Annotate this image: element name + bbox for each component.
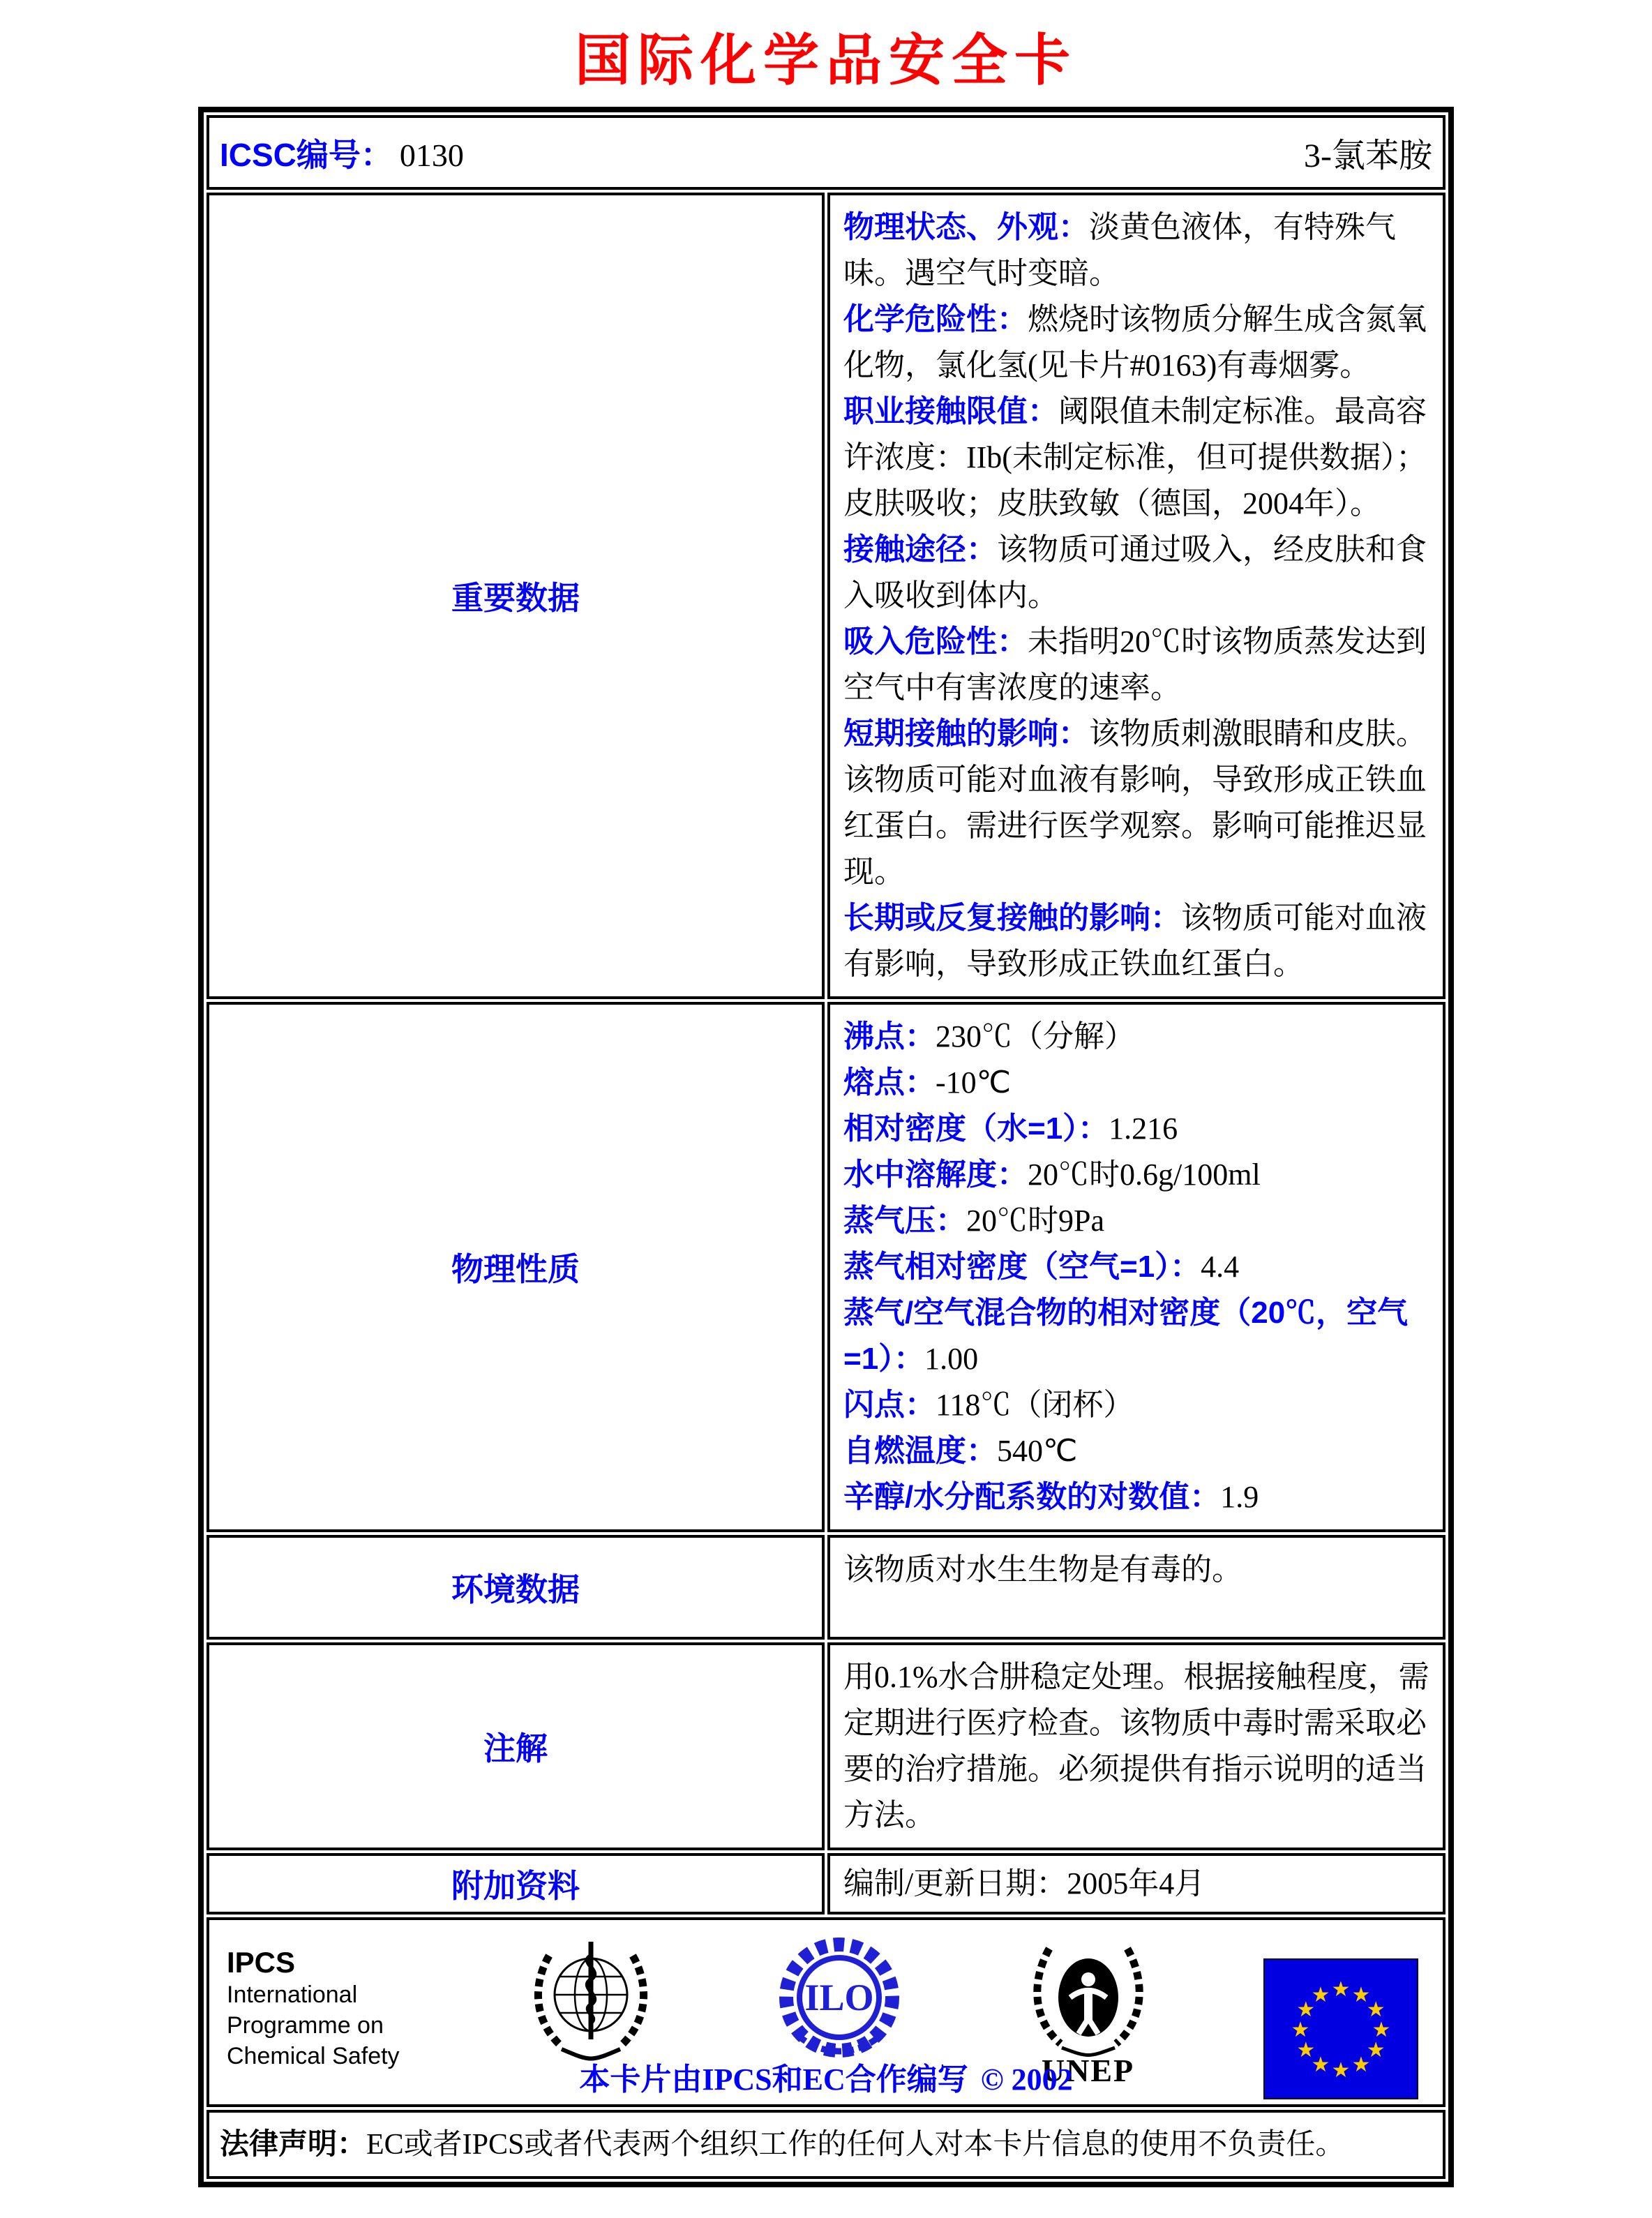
svg-text:★: ★ [1351,2053,1371,2078]
field-label: 蒸气压： [843,1204,966,1238]
svg-text:★: ★ [1372,2018,1391,2042]
field-label: 辛醇/水分配系数的对数值： [843,1480,1221,1514]
field-label: 接触途径： [843,532,997,567]
header-row [206,115,1446,190]
field-text: 1.9 [1220,1480,1259,1514]
field-text: 该物质可通过吸入，经皮肤和食入吸收到体内。 [843,532,1427,613]
field-exposure-routes [843,527,1429,619]
field-text: 阈限值未制定标准。最高容许浓度：IIb(未制定标准，但可提供数据）；皮肤吸收；皮肤致敏（德国，2004年）。 [843,394,1427,520]
field-melting-point [843,1060,1429,1106]
unep-logo-icon [1019,1931,1158,2060]
field-text: 该物质可能对血液有影响，导致形成正铁血红蛋白。 [843,901,1427,981]
ipcs-acronym: IPCS [227,1946,296,1979]
field-octanol-water [843,1474,1429,1520]
ipcs-text-block [227,1946,415,2071]
svg-text:★: ★ [1366,2038,1386,2062]
section-label-environment: 环境数据 [206,1535,825,1640]
ipcs-line-3: Chemical Safety [227,2043,400,2069]
cooperation-caption [209,2054,1443,2099]
additional-info-row [206,1853,1446,1914]
field-text: 1.00 [924,1342,979,1376]
field-text: 该物质刺激眼睛和皮肤。该物质可能对血液有影响，导致形成正铁血红蛋白。需进行医学观察。影响可能推迟显现。 [843,717,1427,889]
svg-text:★: ★ [1296,1998,1316,2022]
field-vapor-density [843,1244,1429,1290]
svg-text:★: ★ [1351,1982,1371,2007]
environment-text: 该物质对水生生物是有毒的。 [843,1552,1242,1587]
section-label-physical: 物理性质 [206,1002,825,1532]
ilo-logo-icon [766,1928,913,2074]
field-text: 20℃时0.6g/100ml [1028,1157,1261,1192]
field-label: 自燃温度： [843,1434,997,1468]
ilo-logo-text: ILO [804,1977,874,2018]
page-title: 国际化学品安全卡 [575,27,1077,93]
field-text: 未指明20℃时该物质蒸发达到空气中有害浓度的速率。 [843,624,1427,705]
field-inhalation-risk [843,619,1429,711]
environmental-data-content [831,1538,1442,1601]
ipcs-line-1: International [227,1981,358,2008]
notes-content [831,1646,1442,1847]
environmental-data-row [206,1535,1446,1640]
field-label: 闪点： [843,1388,936,1422]
section-label-additional: 附加资料 [206,1853,825,1914]
field-label: 化学危险性： [843,302,1028,336]
svg-text:★: ★ [1296,2038,1316,2062]
chemical-name: 3-氯苯胺 [1304,137,1432,174]
field-text: 20℃时9Pa [966,1204,1104,1238]
field-short-term-effects [843,711,1429,895]
field-text: 230℃（分解） [936,1019,1135,1054]
icsc-number-label: ICSC编号： [220,136,393,173]
svg-text:★: ★ [1331,1977,1351,2002]
field-label: 短期接触的影响： [843,717,1089,751]
field-boiling-point [843,1014,1429,1060]
svg-text:★: ★ [1311,1982,1330,2007]
field-text: 118℃（闭杯） [936,1388,1134,1422]
important-data-row [206,193,1446,999]
field-label: 相对密度（水=1）： [843,1111,1109,1146]
who-logo-icon [521,1929,661,2072]
field-text: 540℃ [997,1434,1078,1468]
field-label: 蒸气/空气混合物的相对密度（20℃，空气=1）： [843,1296,1409,1376]
field-text: 燃烧时该物质分解生成含氮氧化物，氯化氢(见卡片#0163)有毒烟雾。 [843,302,1427,382]
field-water-solubility [843,1152,1429,1198]
additional-info-content [831,1857,1442,1911]
field-text: -10℃ [936,1065,1012,1100]
field-physical-state [843,204,1429,297]
cooperation-caption-text: 本卡片由IPCS和EC合作编写 [579,2062,968,2097]
legal-notice-text: EC或者IPCS或者代表两个组织工作的任何人对本卡片信息的使用不负责任。 [366,2129,1345,2161]
svg-text:★: ★ [1331,2058,1351,2083]
field-long-term-effects [843,895,1429,987]
icsc-card [198,107,1454,2187]
additional-info-text: 编制/更新日期：2005年4月 [843,1866,1206,1901]
svg-text:★: ★ [1366,1998,1386,2022]
field-label: 吸入危险性： [843,624,1028,659]
field-label: 物理状态、外观： [843,210,1089,244]
field-vapor-air-density [843,1290,1429,1382]
field-chemical-danger [843,297,1429,389]
field-label: 蒸气相对密度（空气=1）： [843,1250,1201,1284]
field-relative-density [843,1106,1429,1152]
important-data-content [831,196,1442,996]
icsc-number-value: 0130 [399,137,464,173]
field-vapor-pressure [843,1198,1429,1244]
field-text: 淡黄色液体，有特殊气味。遇空气时变暗。 [843,210,1396,290]
icsc-number-group [220,130,464,176]
ipcs-line-2: Programme on [227,2012,384,2039]
logos-row [206,1917,1446,2107]
notes-text: 用0.1%水合肼稳定处理。根据接触程度，需定期进行医疗检查。该物质中毒时需采取必要的治疗措施。必须提供有指示说明的适当方法。 [843,1660,1429,1832]
physical-properties-row [206,1002,1446,1532]
legal-row [206,2110,1446,2179]
unep-logo-text: UNEP [1041,2053,1135,2088]
field-text: 1.216 [1109,1111,1178,1146]
svg-text:★: ★ [1291,2018,1310,2042]
field-text: 4.4 [1201,1250,1240,1284]
field-label: 熔点： [843,1065,936,1100]
field-label: 职业接触限值： [843,394,1058,428]
field-label: 水中溶解度： [843,1157,1028,1192]
field-label: 长期或反复接触的影响： [843,901,1181,935]
section-label-important: 重要数据 [206,193,825,999]
field-autoignition [843,1428,1429,1474]
legal-notice-label: 法律声明： [220,2127,367,2160]
field-flash-point [843,1382,1429,1428]
svg-text:★: ★ [1311,2053,1330,2078]
field-label: 沸点： [843,1019,936,1054]
notes-row [206,1642,1446,1850]
field-occupational-limit [843,389,1429,527]
legal-notice [210,2113,1442,2175]
copyright-text: © 2002 [980,2062,1073,2097]
section-label-notes: 注解 [206,1642,825,1850]
physical-properties-content [831,1005,1442,1529]
